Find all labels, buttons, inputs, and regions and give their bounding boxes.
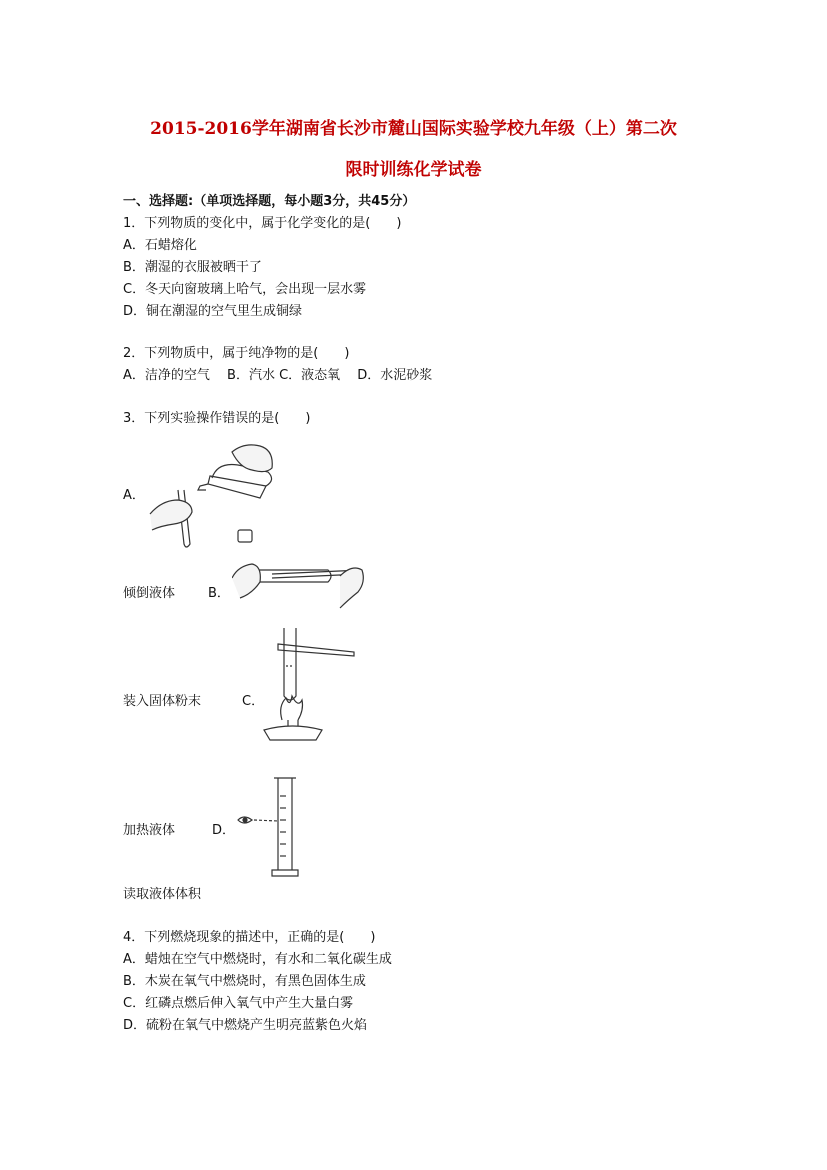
- paper-title-line2: 限时训练化学试卷: [345, 160, 482, 180]
- q3-option-a-label: A．: [123, 488, 145, 503]
- q1-option-c: C．冬天向窗玻璃上哈气，会出现一层水雾: [123, 282, 367, 297]
- q4-stem: 4．下列燃烧现象的描述中，正确的是( ): [123, 930, 376, 945]
- load-powder-figure: [232, 548, 367, 612]
- section-heading: 一、选择题:（单项选择题，每小题3分，共45分）: [123, 194, 416, 209]
- q1-option-d: D．铜在潮湿的空气里生成铜绿: [123, 304, 303, 319]
- q2-stem: 2．下列物质中，属于纯净物的是( ): [123, 346, 350, 361]
- q4-option-c: C．红磷点燃后伸入氧气中产生大量白雾: [123, 996, 354, 1011]
- heat-liquid-figure: [258, 626, 358, 742]
- q3-option-b-label: B．: [208, 586, 230, 601]
- q1-option-a: A．石蜡熔化: [123, 238, 197, 253]
- q4-option-b: B．木炭在氧气中燃烧时，有黑色固体生成: [123, 974, 366, 989]
- pour-liquid-figure: [148, 440, 288, 550]
- q3-option-d-caption: 读取液体体积: [123, 887, 202, 902]
- q3-option-c-label: C．: [242, 694, 265, 709]
- q3-option-a-caption: 倾倒液体: [123, 586, 176, 601]
- q3-option-c-caption: 加热液体: [123, 823, 176, 838]
- q3-option-b-caption: 装入固体粉末: [123, 694, 202, 709]
- q4-option-d: D．硫粉在氧气中燃烧产生明亮蓝紫色火焰: [123, 1018, 368, 1033]
- q3-stem: 3．下列实验操作错误的是( ): [123, 411, 311, 426]
- q4-option-a: A．蜡烛在空气中燃烧时，有水和二氧化碳生成: [123, 952, 392, 967]
- q3-option-d-label: D．: [212, 823, 236, 838]
- read-volume-figure: [234, 776, 314, 880]
- q1-option-b: B．潮湿的衣服被晒干了: [123, 260, 262, 275]
- paper-title-line1: 2015-2016学年湖南省长沙市麓山国际实验学校九年级（上）第二次: [150, 119, 677, 139]
- q1-stem: 1．下列物质的变化中，属于化学变化的是( ): [123, 216, 402, 231]
- q2-options: A．洁净的空气 B．汽水 C．液态氧 D．水泥砂浆: [123, 368, 433, 383]
